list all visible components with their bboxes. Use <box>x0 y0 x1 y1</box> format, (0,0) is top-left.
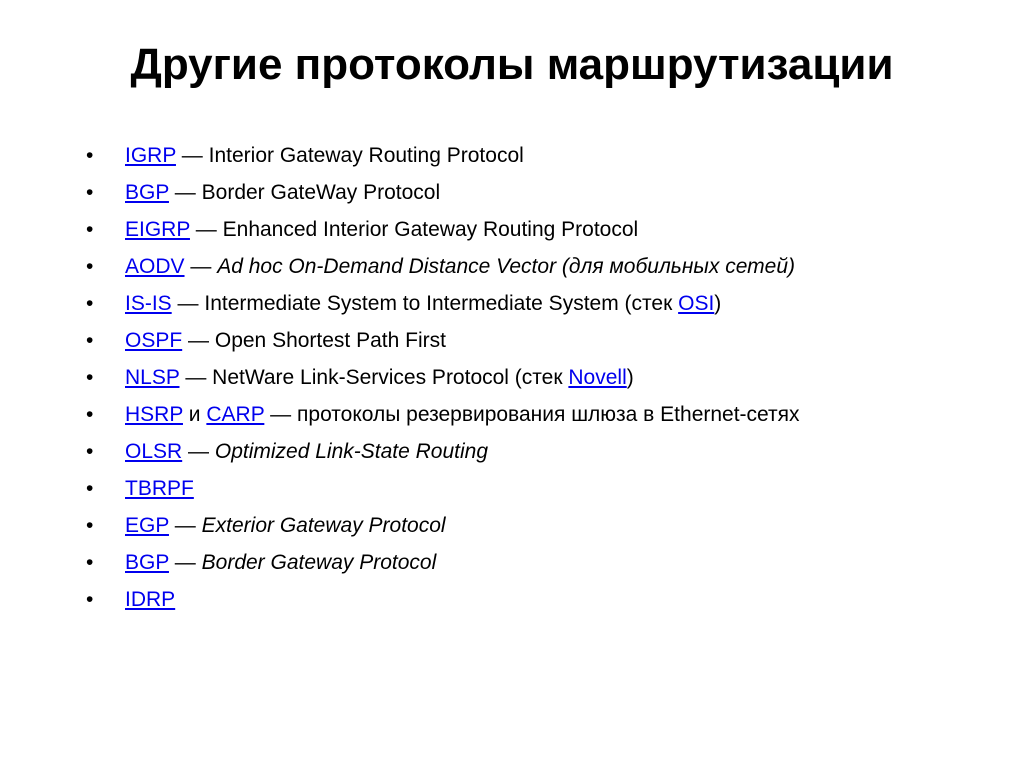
item-description: Exterior Gateway Protocol <box>201 514 446 537</box>
bullet-icon: • <box>86 144 94 167</box>
protocol-list <box>86 137 800 618</box>
list-item <box>86 581 800 618</box>
item-description: Ad hoc On-Demand Distance Vector (для мобильных сетей) <box>217 255 795 278</box>
bullet-icon: • <box>86 477 94 500</box>
list-item <box>86 359 800 396</box>
link-osi[interactable]: OSI <box>678 292 715 315</box>
item-description: — Open Shortest Path First <box>182 329 446 352</box>
item-tail: ) <box>714 292 722 315</box>
list-item <box>86 211 800 248</box>
link-is-is[interactable]: IS-IS <box>125 292 172 315</box>
list-item <box>86 248 800 285</box>
item-description: — Intermediate System to Intermediate System (стек <box>171 292 679 315</box>
item-dash: — <box>168 514 202 537</box>
item-conjunction: и <box>182 403 207 426</box>
link-idrp[interactable]: IDRP <box>125 588 176 611</box>
list-item <box>86 174 800 211</box>
list-item <box>86 285 800 322</box>
bullet-icon: • <box>86 181 94 204</box>
item-dash: — <box>182 440 215 463</box>
item-dash: — <box>184 255 218 278</box>
item-tail: ) <box>626 366 634 389</box>
item-description: — протоколы резервирования шлюза в Ethernet-сетях <box>264 403 800 426</box>
link-carp[interactable]: CARP <box>206 403 265 426</box>
item-description: — Border GateWay Protocol <box>168 181 441 204</box>
list-item <box>86 507 800 544</box>
link-igrp[interactable]: IGRP <box>125 144 176 167</box>
link-egp[interactable]: EGP <box>125 514 169 537</box>
bullet-icon: • <box>86 329 94 352</box>
item-description: Optimized Link-State Routing <box>214 440 488 463</box>
list-item <box>86 137 800 174</box>
bullet-icon: • <box>86 403 94 426</box>
item-description: Border Gateway Protocol <box>201 551 437 574</box>
bullet-icon: • <box>86 255 94 278</box>
link-olsr[interactable]: OLSR <box>125 440 183 463</box>
bullet-icon: • <box>86 292 94 315</box>
list-item <box>86 433 800 470</box>
list-item <box>86 396 800 433</box>
link-bgp[interactable]: BGP <box>125 181 169 204</box>
list-item <box>86 322 800 359</box>
link-aodv[interactable]: AODV <box>125 255 185 278</box>
list-item <box>86 544 800 581</box>
bullet-icon: • <box>86 551 94 574</box>
link-bgp-2[interactable]: BGP <box>125 551 169 574</box>
item-description: — Interior Gateway Routing Protocol <box>175 144 524 167</box>
bullet-icon: • <box>86 514 94 537</box>
link-novell[interactable]: Novell <box>568 366 627 389</box>
bullet-icon: • <box>86 588 94 611</box>
item-dash: — <box>168 551 202 574</box>
bullet-icon: • <box>86 218 94 241</box>
link-hsrp[interactable]: HSRP <box>125 403 183 426</box>
bullet-icon: • <box>86 440 94 463</box>
link-nlsp[interactable]: NLSP <box>125 366 180 389</box>
item-description: — NetWare Link-Services Protocol (стек <box>179 366 569 389</box>
link-ospf[interactable]: OSPF <box>125 329 183 352</box>
link-eigrp[interactable]: EIGRP <box>125 218 190 241</box>
slide-title: Другие протоколы маршрутизации <box>130 40 894 89</box>
link-tbrpf[interactable]: TBRPF <box>125 477 194 500</box>
bullet-icon: • <box>86 366 94 389</box>
item-description: — Enhanced Interior Gateway Routing Protocol <box>189 218 639 241</box>
list-item <box>86 470 800 507</box>
